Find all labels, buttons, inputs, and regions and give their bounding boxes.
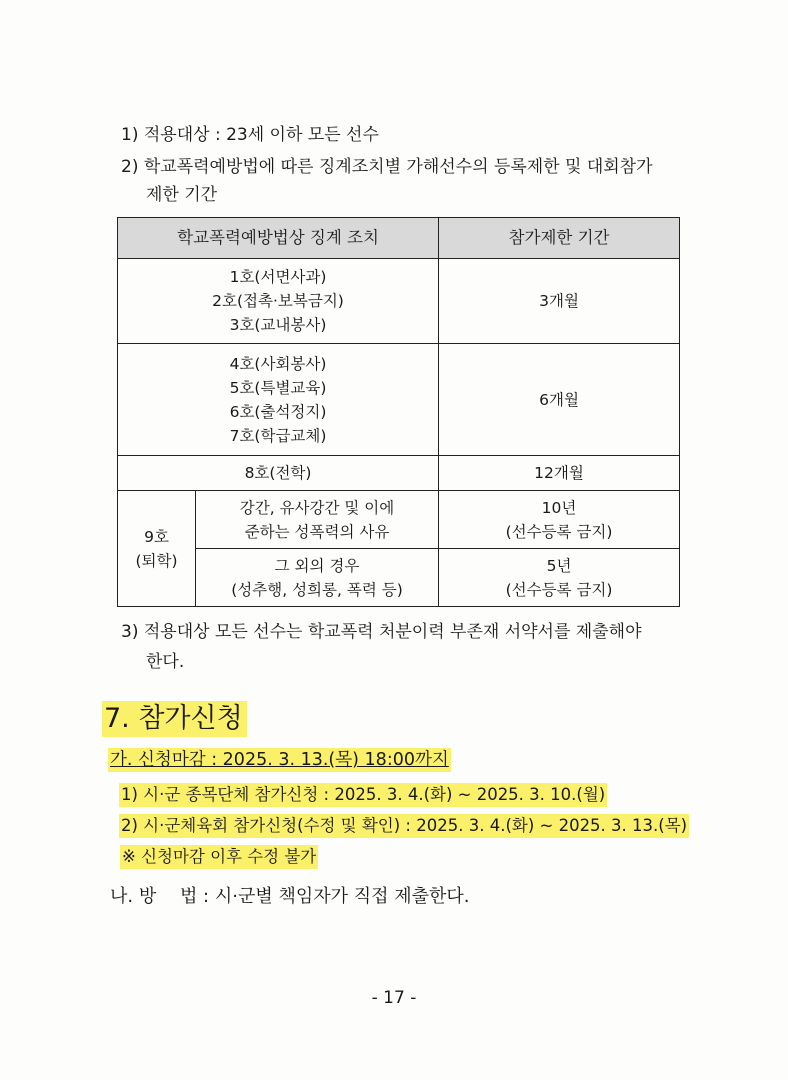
deadline-note: ※ 신청마감 이후 수정 불가 bbox=[120, 845, 318, 869]
discipline-table bbox=[117, 217, 680, 607]
row2-measures: 4호(사회봉사) 5호(특별교육) 6호(출석정지) 7호(학급교체) bbox=[118, 344, 439, 456]
row1-period: 3개월 bbox=[439, 259, 680, 344]
header-period: 참가제한 기간 bbox=[439, 218, 680, 259]
row1-measures: 1호(서면사과) 2호(접촉·보복금지) 3호(교내봉사) bbox=[118, 259, 439, 344]
table-row bbox=[118, 491, 680, 549]
item-2-line2: 제한 기간 bbox=[146, 185, 218, 205]
sub-item-2: 2) 시·군체육회 참가신청(수정 및 확인) : 2025. 3. 4.(화) ~ 2025. 3. 13.(목) bbox=[119, 814, 689, 838]
item-1-target: 1) 적용대상 : 23세 이하 모든 선수 bbox=[121, 125, 379, 145]
row3-measure: 8호(전학) bbox=[118, 456, 439, 491]
deadline-line: 가. 신청마감 : 2025. 3. 13.(목) 18:00까지 bbox=[110, 750, 449, 770]
item-2-line1: 2) 학교폭력예방법에 따른 징계조치별 가해선수의 등록제한 및 대회참가 bbox=[121, 157, 653, 177]
page-number: - 17 - bbox=[371, 988, 417, 1008]
table-header-row bbox=[118, 218, 680, 259]
row4b-period: 5년 (선수등록 금지) bbox=[439, 549, 680, 607]
row4b-measure: 그 외의 경우 (성추행, 성희롱, 폭력 등) bbox=[196, 549, 439, 607]
row3-period: 12개월 bbox=[439, 456, 680, 491]
row4a-period: 10년 (선수등록 금지) bbox=[439, 491, 680, 549]
header-measure: 학교폭력예방법상 징계 조치 bbox=[118, 218, 439, 259]
row2-period: 6개월 bbox=[439, 344, 680, 456]
sub-item-1: 1) 시·군 종목단체 참가신청 : 2025. 3. 4.(화) ~ 2025. 3. 10.(월) bbox=[119, 783, 607, 807]
row4-label: 9호 (퇴학) bbox=[118, 491, 196, 607]
section-title: 7. 참가신청 bbox=[102, 701, 247, 737]
item-3-line1: 3) 적용대상 모든 선수는 학교폭력 처분이력 부존재 서약서를 제출해야 bbox=[121, 622, 642, 642]
row4a-measure: 강간, 유사강간 및 이에 준하는 성폭력의 사유 bbox=[196, 491, 439, 549]
item-3-line2: 한다. bbox=[146, 652, 185, 672]
method-line: 나. 방 법 : 시·군별 책임자가 직접 제출한다. bbox=[110, 886, 470, 907]
table-row bbox=[118, 549, 680, 607]
table-row bbox=[118, 456, 680, 491]
table-row bbox=[118, 259, 680, 344]
table-row bbox=[118, 344, 680, 456]
